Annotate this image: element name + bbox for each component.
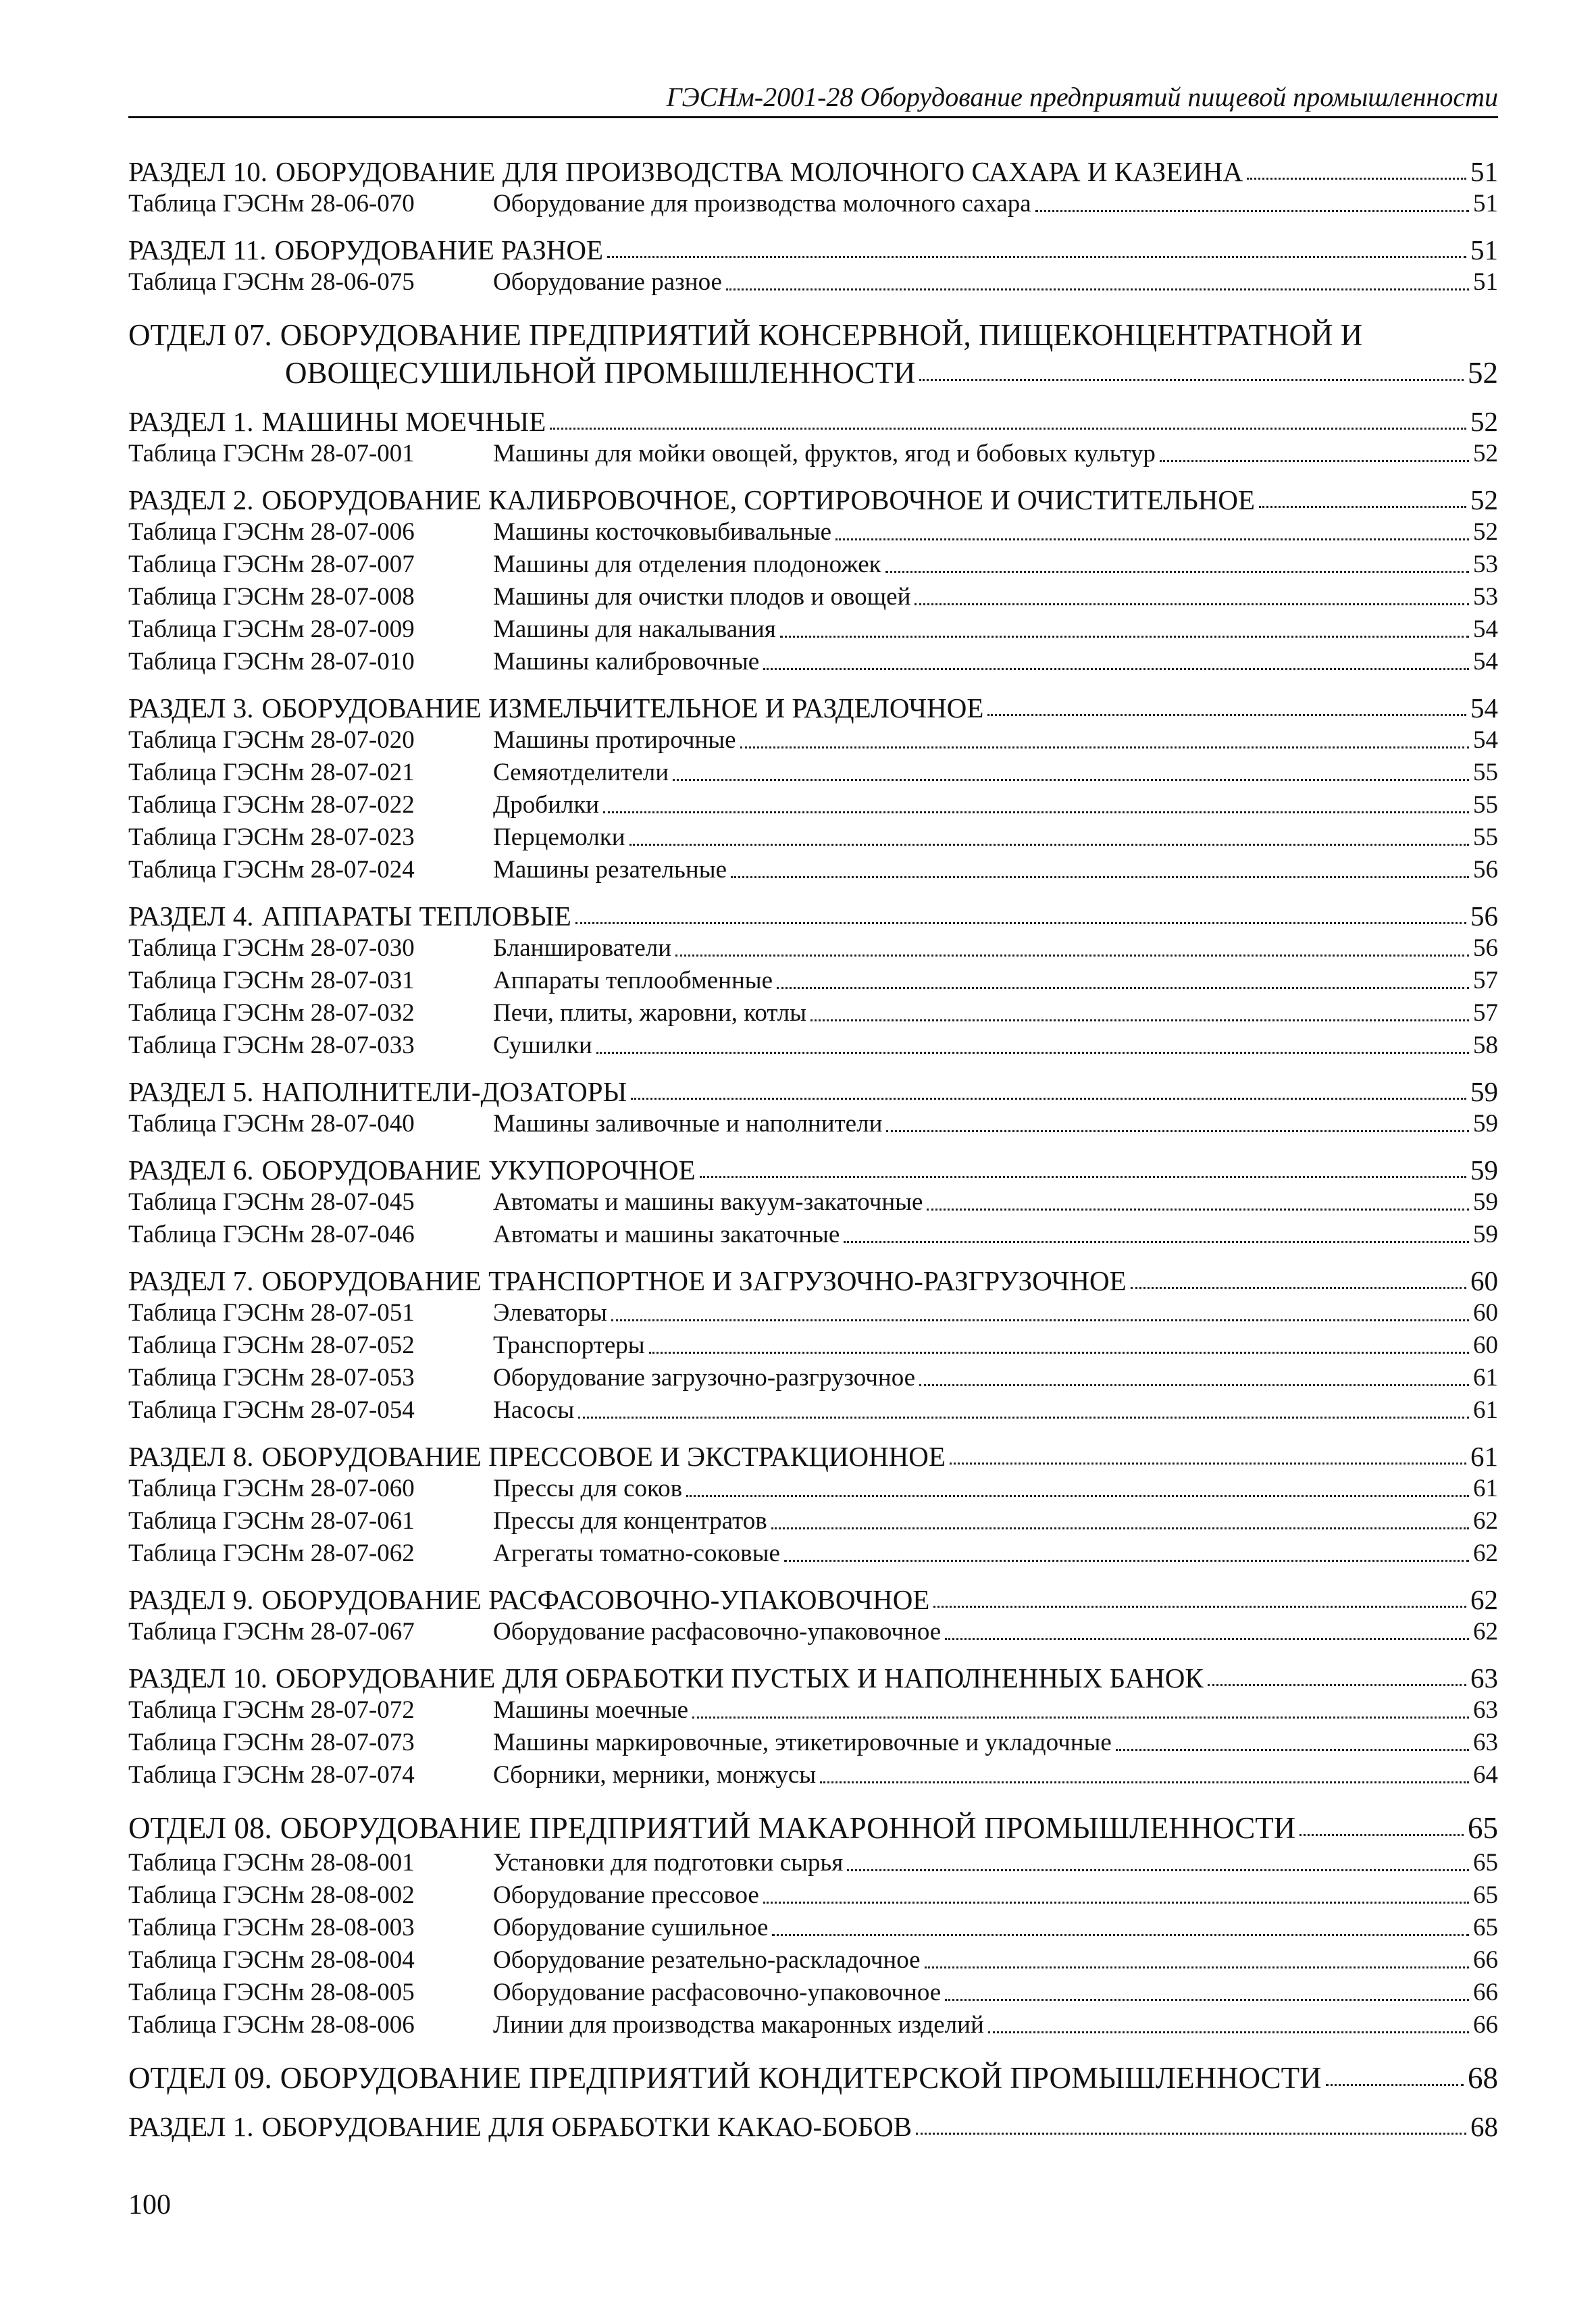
toc-entry-table [128, 1944, 1498, 1977]
toc-entry-table [128, 965, 1498, 997]
toc-entry-page: 62 [1473, 1540, 1498, 1567]
toc-entry-table [128, 438, 1498, 470]
toc-entry-page: 66 [1473, 1979, 1498, 2006]
toc-entry-code: Таблица ГЭСНм 28-07-073 [128, 1729, 415, 1756]
toc-entry-title: ОБОРУДОВАНИЕ ПРЕДПРИЯТИЙ МАКАРОННОЙ ПРОМЫШЛЕННОСТИ [280, 1811, 1296, 1845]
toc-entry-title: АППАРАТЫ ТЕПЛОВЫЕ [261, 900, 571, 932]
toc-entry-code: РАЗДЕЛ 10. [128, 1662, 267, 1694]
toc-entry-code: Таблица ГЭСНм 28-06-070 [128, 190, 415, 218]
dot-leader [780, 636, 1469, 638]
dot-leader [1247, 178, 1466, 180]
toc-entry-otdel [128, 316, 1498, 354]
dot-leader [629, 844, 1469, 846]
toc-entry-page: 51 [1473, 190, 1498, 218]
toc-entry-code: Таблица ГЭСНм 28-07-007 [128, 551, 415, 578]
toc-entry-code: Таблица ГЭСНм 28-08-003 [128, 1914, 415, 1941]
toc-entry-table [128, 1473, 1498, 1505]
toc-entry-page: 56 [1473, 934, 1498, 962]
toc-entry-page: 61 [1473, 1475, 1498, 1502]
toc-entry-page: 62 [1473, 1618, 1498, 1646]
toc-entry-page: 52 [1470, 484, 1498, 515]
toc-entry-title: ОБОРУДОВАНИЕ РАЗНОЕ [274, 234, 604, 265]
toc-entry-page: 59 [1473, 1188, 1498, 1216]
toc-entry-title: Машины косточковыбивальные [493, 518, 831, 546]
toc-entry-code: Таблица ГЭСНм 28-07-020 [128, 726, 415, 754]
dot-leader [1299, 1834, 1464, 1836]
toc-entry-title: Оборудование резательно-раскладочное [493, 1946, 921, 1974]
toc-entry-title: ОБОРУДОВАНИЕ ПРЕССОВОЕ И ЭКСТРАКЦИОННОЕ [261, 1441, 946, 1472]
toc-entry-table [128, 1186, 1498, 1219]
toc-entry-title: Элеваторы [493, 1299, 607, 1327]
toc-entry-code: Таблица ГЭСНм 28-07-030 [128, 934, 415, 962]
toc-entry-code: Таблица ГЭСНм 28-07-054 [128, 1396, 415, 1424]
toc-entry-code: РАЗДЕЛ 9. [128, 1584, 254, 1615]
toc-entry-code: Таблица ГЭСНм 28-07-053 [128, 1364, 415, 1392]
toc-entry-page: 60 [1470, 1265, 1498, 1296]
dot-leader [777, 987, 1469, 989]
toc-entry-code: Таблица ГЭСНм 28-07-072 [128, 1696, 415, 1724]
toc-entry-code: Таблица ГЭСНм 28-07-061 [128, 1507, 415, 1535]
toc-entry-razdel [128, 405, 1498, 438]
toc-entry-title: Автоматы и машины вакуум-закаточные [493, 1188, 923, 1216]
toc-entry-code: Таблица ГЭСНм 28-07-052 [128, 1331, 415, 1359]
toc-entry-table [128, 1505, 1498, 1537]
toc-entry-page: 66 [1473, 2011, 1498, 2039]
toc-entry-code: ОТДЕЛ 08. [128, 1811, 272, 1845]
dot-leader [885, 571, 1469, 573]
toc-entry-code: Таблица ГЭСНм 28-07-010 [128, 648, 415, 676]
toc-entry-table [128, 932, 1498, 965]
toc-entry-page: 61 [1473, 1364, 1498, 1392]
toc-entry-code: РАЗДЕЛ 5. [128, 1076, 254, 1107]
toc-entry-page: 57 [1473, 999, 1498, 1027]
toc-entry-razdel [128, 1583, 1498, 1616]
toc-entry-code: Таблица ГЭСНм 28-06-075 [128, 268, 415, 296]
toc-entry-title: ОВОЩЕСУШИЛЬНОЙ ПРОМЫШЛЕННОСТИ [285, 356, 916, 390]
toc-entry-title: Машины протирочные [493, 726, 736, 754]
toc-entry-page: 65 [1473, 1914, 1498, 1941]
dot-leader [987, 714, 1466, 716]
toc-entry-title: Насосы [493, 1396, 575, 1424]
dot-leader [886, 1130, 1469, 1132]
toc-entry-table [128, 757, 1498, 789]
toc-entry-page: 68 [1470, 2111, 1498, 2142]
dot-leader [916, 2133, 1466, 2135]
toc-entry-table [128, 1912, 1498, 1944]
dot-leader [950, 1463, 1466, 1465]
toc-entry-page: 58 [1473, 1032, 1498, 1059]
toc-entry-table [128, 516, 1498, 549]
dot-leader [835, 538, 1469, 540]
toc-entry-title: ОБОРУДОВАНИЕ РАСФАСОВОЧНО-УПАКОВОЧНОЕ [261, 1584, 930, 1615]
toc-entry-table [128, 789, 1498, 821]
toc-entry-table [128, 1219, 1498, 1251]
toc-entry-code: Таблица ГЭСНм 28-07-031 [128, 967, 415, 994]
toc-entry-otdel-cont [128, 354, 1498, 392]
dot-leader [1259, 506, 1466, 508]
toc-entry-code: Таблица ГЭСНм 28-07-022 [128, 791, 415, 819]
toc-entry-code: Таблица ГЭСНм 28-08-002 [128, 1881, 415, 1909]
toc-entry-title: НАПОЛНИТЕЛИ-ДОЗАТОРЫ [261, 1076, 627, 1107]
toc-entry-title: Установки для подготовки сырья [493, 1849, 844, 1877]
toc-entry-page: 57 [1473, 967, 1498, 994]
toc-entry-title: Линии для производства макаронных изделий [493, 2011, 984, 2039]
toc-entry-code: Таблица ГЭСНм 28-07-024 [128, 856, 415, 884]
toc-entry-title: Бланширователи [493, 934, 672, 962]
toc-entry-page: 60 [1473, 1299, 1498, 1327]
toc-entry-page: 59 [1473, 1110, 1498, 1138]
toc-entry-title: Дробилки [493, 791, 600, 819]
toc-entry-code: Таблица ГЭСНм 28-08-005 [128, 1979, 415, 2006]
dot-leader [675, 955, 1469, 957]
toc-entry-page: 65 [1468, 1811, 1498, 1845]
dot-leader [945, 1999, 1469, 2001]
toc-entry-razdel [128, 900, 1498, 932]
toc-entry-page: 59 [1470, 1154, 1498, 1186]
dot-leader [1035, 210, 1469, 212]
toc-entry-title: Машины калибровочные [493, 648, 760, 676]
dot-leader [810, 1019, 1469, 1021]
toc-entry-code: РАЗДЕЛ 10. [128, 156, 267, 187]
toc-entry-page: 55 [1473, 823, 1498, 851]
toc-entry-page: 65 [1473, 1881, 1498, 1909]
toc-entry-page: 60 [1473, 1331, 1498, 1359]
dot-leader [988, 2031, 1469, 2033]
toc-entry-table [128, 1394, 1498, 1427]
toc-entry-title: Сушилки [493, 1032, 592, 1059]
dot-leader [1116, 1749, 1469, 1751]
toc-entry-page: 54 [1473, 726, 1498, 754]
dot-leader [919, 379, 1464, 381]
toc-entry-title: Оборудование расфасовочно-упаковочное [493, 1618, 942, 1646]
toc-entry-title: Прессы для концентратов [493, 1507, 767, 1535]
toc-entry-razdel [128, 484, 1498, 516]
dot-leader [740, 746, 1469, 748]
toc-entry-page: 59 [1470, 1076, 1498, 1107]
dot-leader [847, 1869, 1469, 1871]
toc-entry-razdel [128, 155, 1498, 188]
toc-entry-page: 52 [1473, 440, 1498, 467]
toc-entry-code: Таблица ГЭСНм 28-07-009 [128, 615, 415, 643]
dot-leader [915, 603, 1469, 605]
toc-entry-title: Оборудование загрузочно-разгрузочное [493, 1364, 916, 1392]
dot-leader [763, 668, 1469, 670]
toc-entry-page: 61 [1470, 1441, 1498, 1472]
toc-entry-page: 52 [1473, 518, 1498, 546]
toc-entry-razdel [128, 692, 1498, 724]
toc-entry-title: ОБОРУДОВАНИЕ КАЛИБРОВОЧНОЕ, СОРТИРОВОЧНОЕ И ОЧИСТИТЕЛЬНОЕ [261, 484, 1256, 515]
toc-entry-page: 54 [1470, 692, 1498, 723]
toc-entry-otdel [128, 2059, 1498, 2097]
dot-leader [726, 288, 1469, 290]
toc-entry-page: 64 [1473, 1761, 1498, 1789]
toc-entry-code: РАЗДЕЛ 4. [128, 900, 254, 932]
toc-entry-table [128, 1694, 1498, 1727]
toc-entry-table [128, 997, 1498, 1030]
toc-entry-table [128, 1537, 1498, 1570]
dot-leader [673, 779, 1469, 781]
toc-entry-title: Оборудование сушильное [493, 1914, 769, 1941]
dot-leader [945, 1638, 1469, 1640]
dot-leader [927, 1209, 1469, 1211]
toc-entry-table [128, 581, 1498, 613]
toc-entry-table [128, 1616, 1498, 1648]
dot-leader [611, 1319, 1469, 1321]
toc-entry-razdel [128, 1440, 1498, 1473]
toc-entry-title: ОБОРУДОВАНИЕ ДЛЯ ОБРАБОТКИ КАКАО-БОБОВ [261, 2111, 912, 2142]
dot-leader [596, 1052, 1469, 1054]
toc-entry-title: ОБОРУДОВАНИЕ ИЗМЕЛЬЧИТЕЛЬНОЕ И РАЗДЕЛОЧНОЕ [261, 692, 984, 723]
toc-entry-title: Прессы для соков [493, 1475, 683, 1502]
toc-entry-razdel [128, 1662, 1498, 1694]
dot-leader [603, 811, 1469, 813]
toc-entry-code: РАЗДЕЛ 8. [128, 1441, 254, 1472]
toc-entry-title: Машины для мойки овощей, фруктов, ягод и бобовых культур [493, 440, 1156, 467]
toc-entry-page: 54 [1473, 648, 1498, 676]
toc-entry-page: 62 [1470, 1584, 1498, 1615]
toc-entry-code: РАЗДЕЛ 11. [128, 234, 267, 265]
toc-entry-razdel [128, 234, 1498, 266]
toc-entry-title: Оборудование прессовое [493, 1881, 759, 1909]
toc-entry-page: 61 [1473, 1396, 1498, 1424]
dot-leader [925, 1966, 1469, 1968]
toc-entry-title: Машины для очистки плодов и овощей [493, 583, 911, 611]
toc-entry-code: Таблица ГЭСНм 28-07-008 [128, 583, 415, 611]
toc-entry-table [128, 1879, 1498, 1912]
toc-entry-title: ОБОРУДОВАНИЕ ПРЕДПРИЯТИЙ КОНСЕРВНОЙ, ПИЩЕКОНЦЕНТРАТНОЙ И [280, 318, 1363, 352]
toc-entry-title: ОБОРУДОВАНИЕ ПРЕДПРИЯТИЙ КОНДИТЕРСКОЙ ПРОМЫШЛЕННОСТИ [280, 2061, 1322, 2095]
toc-entry-razdel [128, 1265, 1498, 1297]
dot-leader [784, 1560, 1469, 1562]
toc-entry-table [128, 188, 1498, 220]
toc-entry-code: Таблица ГЭСНм 28-07-033 [128, 1032, 415, 1059]
toc-entry-page: 63 [1470, 1662, 1498, 1694]
toc-entry-code: Таблица ГЭСНм 28-08-001 [128, 1849, 415, 1877]
dot-leader [1208, 1684, 1466, 1686]
dot-leader [820, 1781, 1469, 1783]
toc-entry-table [128, 266, 1498, 299]
toc-entry-code: Таблица ГЭСНм 28-07-074 [128, 1761, 415, 1789]
toc-entry-title: Агрегаты томатно-соковые [493, 1540, 780, 1567]
toc-entry-title: ОБОРУДОВАНИЕ ТРАНСПОРТНОЕ И ЗАГРУЗОЧНО-РАЗГРУЗОЧНОЕ [261, 1265, 1127, 1296]
toc-entry-table [128, 1297, 1498, 1329]
toc-entry-page: 56 [1473, 856, 1498, 884]
toc-entry-table [128, 2009, 1498, 2041]
toc-entry-code: ОТДЕЛ 09. [128, 2061, 272, 2095]
dot-leader [607, 256, 1466, 258]
toc-entry-page: 53 [1473, 583, 1498, 611]
toc-entry-page: 51 [1473, 268, 1498, 296]
toc-entry-title: Сборники, мерники, монжусы [493, 1761, 817, 1789]
toc-entry-page: 66 [1473, 1946, 1498, 1974]
running-header: ГЭСНм-2001-28 Оборудование предприятий пищевой промышленности [128, 80, 1498, 118]
toc-entry-page: 65 [1473, 1849, 1498, 1877]
dot-leader [919, 1384, 1469, 1386]
toc-entry-table [128, 1030, 1498, 1062]
toc-entry-page: 56 [1470, 900, 1498, 932]
toc-entry-title: Машины для отделения плодоножек [493, 551, 881, 578]
toc-entry-code: Таблица ГЭСНм 28-07-006 [128, 518, 415, 546]
toc-entry-code: Таблица ГЭСНм 28-07-067 [128, 1618, 415, 1646]
toc-entry-title: ОБОРУДОВАНИЕ УКУПОРОЧНОЕ [261, 1154, 696, 1186]
toc-entry-page: 51 [1470, 234, 1498, 265]
dot-leader [692, 1717, 1469, 1719]
dot-leader [578, 1417, 1469, 1419]
toc-entry-page: 54 [1473, 615, 1498, 643]
toc-entry-table [128, 1362, 1498, 1394]
toc-entry-table [128, 613, 1498, 646]
dot-leader [575, 922, 1466, 924]
toc-entry-otdel [128, 1809, 1498, 1847]
toc-entry-code: Таблица ГЭСНм 28-07-040 [128, 1110, 415, 1138]
toc-entry-page: 68 [1468, 2061, 1498, 2095]
dot-leader [763, 1902, 1469, 1904]
toc-entry-code: Таблица ГЭСНм 28-07-021 [128, 759, 415, 786]
toc-entry-title: ОБОРУДОВАНИЕ ДЛЯ ОБРАБОТКИ ПУСТЫХ И НАПОЛНЕННЫХ БАНОК [275, 1662, 1204, 1694]
dot-leader [731, 876, 1469, 878]
toc-entry-code: Таблица ГЭСНм 28-07-032 [128, 999, 415, 1027]
toc-entry-table [128, 854, 1498, 886]
toc-entry-page: 63 [1473, 1729, 1498, 1756]
dot-leader [550, 428, 1466, 430]
dot-leader [772, 1934, 1469, 1936]
dot-leader [771, 1527, 1469, 1529]
toc-entry-code: РАЗДЕЛ 6. [128, 1154, 254, 1186]
toc-entry-title: Машины моечные [493, 1696, 689, 1724]
toc-entry-table [128, 549, 1498, 581]
toc-entry-code: Таблица ГЭСНм 28-08-004 [128, 1946, 415, 1974]
toc-entry-code: РАЗДЕЛ 1. [128, 406, 254, 437]
toc-entry-code: Таблица ГЭСНм 28-07-001 [128, 440, 415, 467]
toc-entry-title: Семяотделители [493, 759, 669, 786]
toc-entry-page: 52 [1470, 406, 1498, 437]
toc-entry-title: Печи, плиты, жаровни, котлы [493, 999, 806, 1027]
toc-entry-code: Таблица ГЭСНм 28-07-062 [128, 1540, 415, 1567]
toc-entry-page: 55 [1473, 791, 1498, 819]
dot-leader [933, 1606, 1466, 1608]
toc-entry-code: РАЗДЕЛ 7. [128, 1265, 254, 1296]
toc-entry-code: Таблица ГЭСНм 28-07-046 [128, 1221, 415, 1248]
toc-entry-code: Таблица ГЭСНм 28-08-006 [128, 2011, 415, 2039]
toc-entry-title: Оборудование разное [493, 268, 722, 296]
toc-entry-title: Оборудование для производства молочного сахара [493, 190, 1031, 218]
toc-entry-table [128, 821, 1498, 854]
dot-leader [1326, 2084, 1464, 2086]
toc-entry-table [128, 646, 1498, 678]
toc-entry-page: 55 [1473, 759, 1498, 786]
dot-leader [1131, 1287, 1466, 1289]
toc-entry-table [128, 1108, 1498, 1140]
toc-entry-title: Машины маркировочные, этикетировочные и укладочные [493, 1729, 1112, 1756]
toc-entry-table [128, 1329, 1498, 1362]
toc-entry-code: ОТДЕЛ 07. [128, 318, 272, 352]
toc-entry-page: 63 [1473, 1696, 1498, 1724]
toc-entry-page: 51 [1470, 156, 1498, 187]
toc-entry-table [128, 1727, 1498, 1759]
toc-entry-code: Таблица ГЭСНм 28-07-060 [128, 1475, 415, 1502]
toc-entry-table [128, 1759, 1498, 1791]
toc-entry-title: Оборудование расфасовочно-упаковочное [493, 1979, 942, 2006]
toc-entry-page: 62 [1473, 1507, 1498, 1535]
toc-entry-code: Таблица ГЭСНм 28-07-051 [128, 1299, 415, 1327]
dot-leader [844, 1241, 1469, 1243]
toc-entry-title: Автоматы и машины закаточные [493, 1221, 840, 1248]
toc-entry-razdel [128, 2110, 1498, 2143]
page-number: 100 [128, 2189, 171, 2220]
toc-entry-title: Аппараты теплообменные [493, 967, 773, 994]
toc-entry-title: Машины резательные [493, 856, 727, 884]
toc-entry-table [128, 1977, 1498, 2009]
dot-leader [649, 1352, 1469, 1354]
toc-entry-page: 53 [1473, 551, 1498, 578]
toc-entry-code: РАЗДЕЛ 1. [128, 2111, 254, 2142]
toc-entry-table [128, 1847, 1498, 1879]
toc-entry-title: Перцемолки [493, 823, 625, 851]
toc-entry-title: ОБОРУДОВАНИЕ ДЛЯ ПРОИЗВОДСТВА МОЛОЧНОГО САХАРА И КАЗЕИНА [275, 156, 1243, 187]
dot-leader [1160, 460, 1469, 462]
dot-leader [631, 1098, 1466, 1100]
toc-entry-title: Машины для накалывания [493, 615, 776, 643]
toc-entry-page: 52 [1468, 356, 1498, 390]
toc-entry-code: РАЗДЕЛ 2. [128, 484, 254, 515]
toc-entry-razdel [128, 1154, 1498, 1186]
toc-entry-code: Таблица ГЭСНм 28-07-045 [128, 1188, 415, 1216]
dot-leader [700, 1176, 1466, 1178]
toc-entry-title: МАШИНЫ МОЕЧНЫЕ [261, 406, 546, 437]
toc-entry-table [128, 724, 1498, 757]
toc-entry-title: Машины заливочные и наполнители [493, 1110, 883, 1138]
toc-entry-razdel [128, 1075, 1498, 1108]
toc-entry-page: 59 [1473, 1221, 1498, 1248]
toc-entry-title: Транспортеры [493, 1331, 645, 1359]
toc-entry-code: Таблица ГЭСНм 28-07-023 [128, 823, 415, 851]
toc-entry-code: РАЗДЕЛ 3. [128, 692, 254, 723]
dot-leader [686, 1495, 1469, 1497]
